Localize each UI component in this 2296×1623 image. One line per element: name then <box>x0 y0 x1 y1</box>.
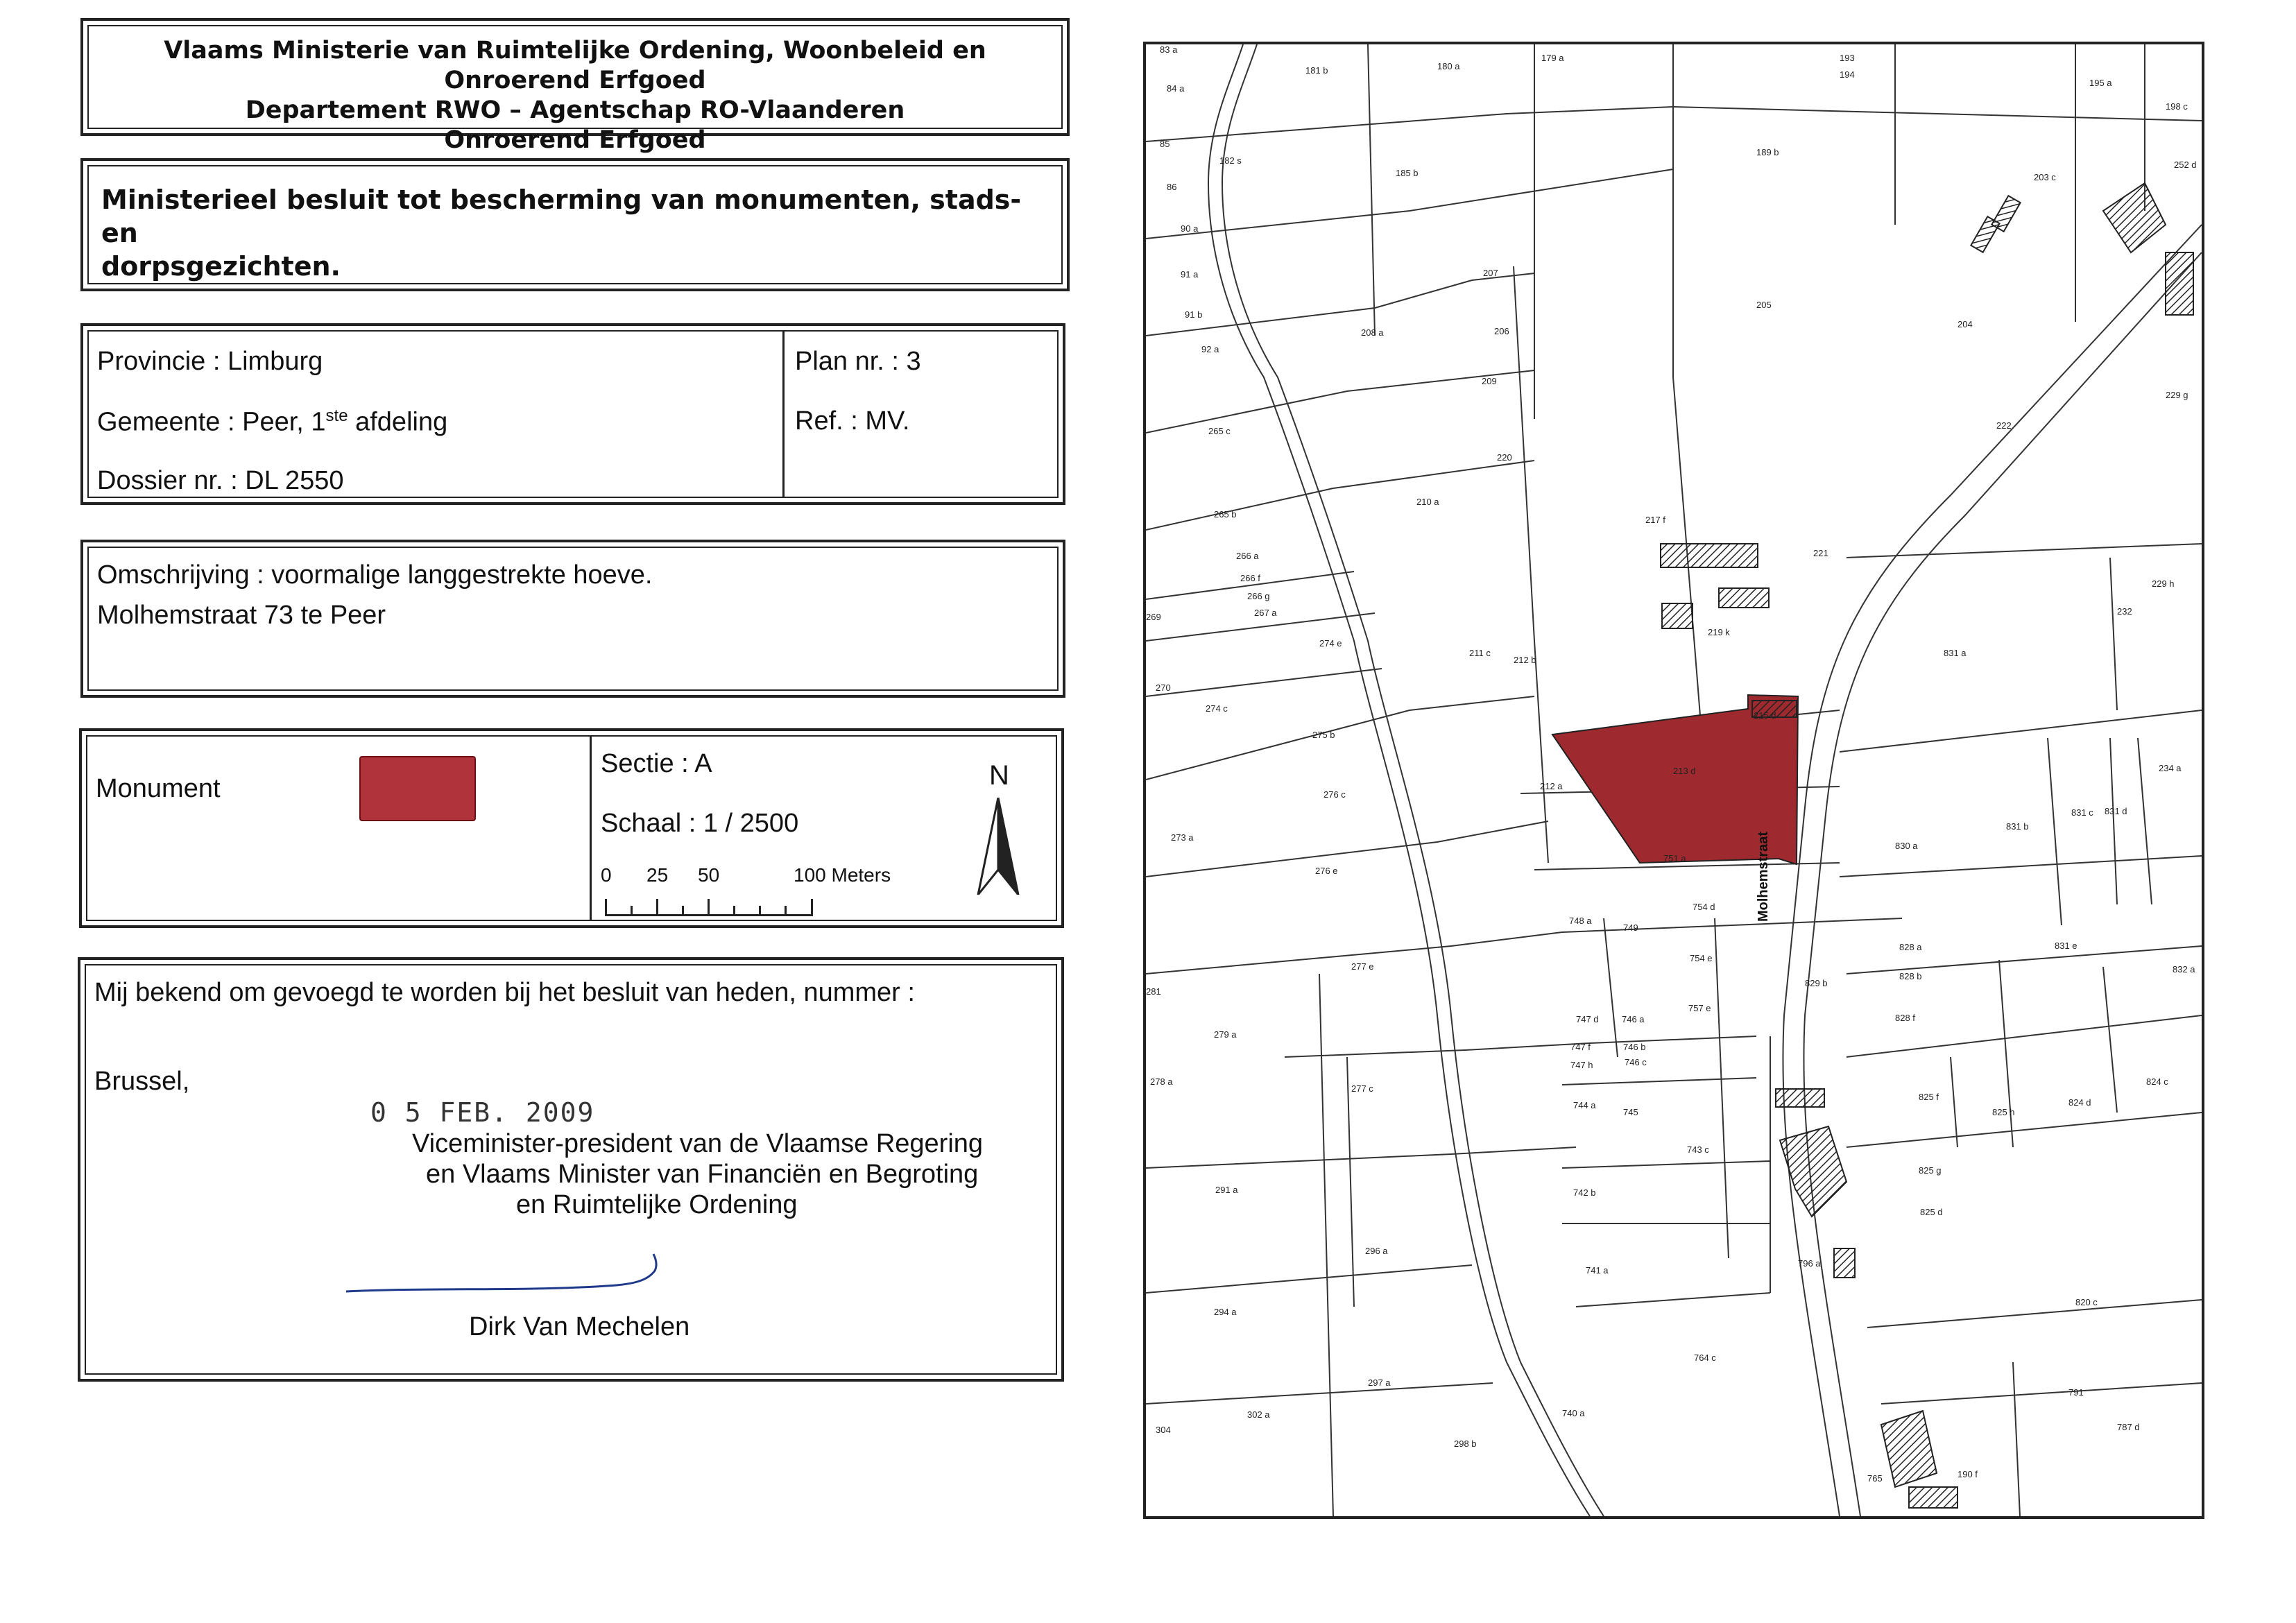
description-box <box>80 540 1065 698</box>
parcel-label: 83 a <box>1160 44 1178 55</box>
description-line-2: Molhemstraat 73 te Peer <box>97 601 386 630</box>
header-line-1: Vlaams Ministerie van Ruimtelijke Ordening, Woonbeleid en Onroerend Erfgoed <box>164 37 986 94</box>
parcel-label: 217 f <box>1645 515 1665 525</box>
parcel-label: 828 f <box>1895 1013 1915 1023</box>
scale-bar <box>605 898 813 916</box>
parcel-label: 213 d <box>1673 766 1696 776</box>
parcel-label: 820 c <box>2075 1297 2098 1307</box>
scale-label-0: 0 <box>601 864 612 886</box>
scale-label-50: 50 <box>698 864 720 886</box>
signature-intro: Mij bekend om gevoegd te worden bij het besluit van heden, nummer : <box>94 978 915 1007</box>
north-label: N <box>989 760 1009 791</box>
parcel-label: 831 a <box>1944 648 1967 658</box>
parcel-label: 764 c <box>1694 1352 1716 1363</box>
parcel-label: 754 d <box>1693 902 1715 912</box>
monument-swatch <box>359 756 476 821</box>
signature-city: Brussel, <box>94 1067 190 1096</box>
cadastral-map <box>1143 42 2204 1519</box>
parcel-label: 829 b <box>1805 978 1828 988</box>
header-line-3: Onroerend Erfgoed <box>444 126 706 154</box>
parcel-label: 281 <box>1146 986 1161 997</box>
parcel-label: 204 <box>1957 319 1973 329</box>
parcel-label: 791 <box>2068 1387 2084 1398</box>
header-line-2: Departement RWO – Agentschap RO-Vlaanderen <box>245 96 905 124</box>
scale-label-100: 100 Meters <box>794 864 891 886</box>
parcel-label: 787 d <box>2117 1422 2140 1432</box>
parcel-label: 742 b <box>1573 1187 1596 1198</box>
parcel-label: 828 a <box>1899 942 1922 952</box>
parcel-label: 745 <box>1623 1107 1638 1117</box>
scale-label-25: 25 <box>646 864 669 886</box>
parcel-label: 275 b <box>1312 730 1335 740</box>
north-arrow-icon <box>977 798 1020 895</box>
ref-field: Ref. : MV. <box>795 406 910 436</box>
parcel-label: 190 f <box>1957 1469 1978 1479</box>
parcel-label: 276 c <box>1323 789 1346 800</box>
parcel-label: 747 d <box>1576 1014 1599 1024</box>
dossier-field: Dossier nr. : DL 2550 <box>97 466 344 495</box>
parcel-label: 278 a <box>1150 1076 1173 1087</box>
parcel-label: 274 e <box>1319 638 1342 649</box>
street-label: Molhemstraat <box>1756 831 1771 922</box>
parcel-label: 298 b <box>1454 1439 1477 1449</box>
signer-role-1: Viceminister-president van de Vlaamse Regering <box>412 1129 984 1158</box>
parcel-label: 273 a <box>1171 832 1194 843</box>
gemeente-field <box>97 406 447 438</box>
parcel-label: 291 a <box>1215 1185 1238 1195</box>
parcel-label: 215 d <box>1754 710 1776 721</box>
parcel-label: 185 b <box>1396 168 1419 178</box>
title-box <box>80 158 1070 291</box>
parcel-label: 748 a <box>1569 916 1592 926</box>
provincie-field: Provincie : Limburg <box>97 347 323 376</box>
decree-title-line-1: Ministerieel besluit tot bescherming van monumenten, stads- en <box>101 184 1022 248</box>
parcel-label: 825 g <box>1919 1165 1942 1176</box>
decree-title-line-2: dorpsgezichten. <box>101 251 341 282</box>
parcel-label: 269 <box>1146 612 1161 622</box>
parcel-label: 210 a <box>1416 497 1439 507</box>
parcel-label: 229 g <box>2166 390 2188 400</box>
signer-role-2: en Vlaams Minister van Financiën en Begroting <box>426 1160 979 1189</box>
parcel-label: 741 a <box>1586 1265 1609 1276</box>
map-canvas <box>1146 44 2202 1516</box>
parcel-label: 219 k <box>1708 627 1730 637</box>
parcel-label: 84 a <box>1167 83 1185 94</box>
info-divider <box>782 332 785 497</box>
parcel-label: 222 <box>1996 420 2012 431</box>
header-title <box>89 26 1061 155</box>
parcel-label: 765 <box>1867 1473 1883 1484</box>
info-box <box>80 323 1065 505</box>
signature-box <box>78 957 1064 1382</box>
parcel-label: 265 b <box>1214 509 1237 519</box>
parcel-label: 296 a <box>1365 1246 1388 1256</box>
parcel-label: 832 a <box>2173 964 2195 974</box>
parcel-label: 831 d <box>2105 806 2127 816</box>
parcel-label: 277 c <box>1351 1083 1373 1094</box>
parcel-label: 209 <box>1482 376 1497 386</box>
parcel-label: 831 b <box>2006 821 2029 832</box>
parcel-label: 181 b <box>1305 65 1328 76</box>
gemeente-prefix: Gemeente : Peer, 1 <box>97 407 326 437</box>
parcel-label: 830 a <box>1895 841 1918 851</box>
signer-name: Dirk Van Mechelen <box>469 1312 690 1341</box>
parcel-label: 304 <box>1156 1425 1171 1435</box>
parcel-label: 86 <box>1167 182 1177 192</box>
legend-box <box>79 728 1064 928</box>
handwritten-signature <box>343 1250 731 1305</box>
schaal-field: Schaal : 1 / 2500 <box>601 809 799 838</box>
parcel-label: 180 a <box>1437 61 1460 71</box>
parcel-label: 91 a <box>1181 269 1199 280</box>
parcel-label: 754 e <box>1690 953 1713 963</box>
parcel-label: 194 <box>1840 69 1855 80</box>
parcel-label: 824 c <box>2146 1076 2168 1087</box>
parcel-label: 212 a <box>1540 781 1563 791</box>
decree-title <box>89 166 1061 300</box>
parcel-label: 747 f <box>1570 1042 1591 1052</box>
parcel-label: 205 <box>1756 300 1772 310</box>
parcel-label: 193 <box>1840 53 1855 63</box>
sectie-field: Sectie : A <box>601 749 712 778</box>
parcel-label: 270 <box>1156 682 1171 693</box>
parcel-label: 198 c <box>2166 101 2188 112</box>
description-line-1: Omschrijving : voormalige langgestrekte hoeve. <box>97 560 653 590</box>
parcel-label: 85 <box>1160 139 1170 149</box>
parcel-label: 751 a <box>1663 853 1686 864</box>
parcel-label: 92 a <box>1201 344 1219 354</box>
parcel-label: 824 d <box>2068 1097 2091 1108</box>
date-stamp: 0 5 FEB. 2009 <box>370 1097 595 1128</box>
parcel-label: 746 a <box>1622 1014 1645 1024</box>
parcel-label: 212 b <box>1514 655 1536 665</box>
parcel-label: 265 c <box>1208 426 1231 436</box>
parcel-label: 302 a <box>1247 1409 1270 1420</box>
parcel-label: 831 c <box>2071 807 2093 818</box>
parcel-label: 179 a <box>1541 53 1564 63</box>
parcel-label: 274 c <box>1206 703 1228 714</box>
signer-role-3: en Ruimtelijke Ordening <box>516 1190 798 1219</box>
parcel-label: 825 h <box>1992 1107 2015 1117</box>
parcel-label: 740 a <box>1562 1408 1585 1418</box>
parcel-label: 746 c <box>1625 1057 1647 1067</box>
gemeente-suffix: afdeling <box>348 407 448 437</box>
parcel-label: 208 a <box>1361 327 1384 338</box>
parcel-label: 195 a <box>2089 78 2112 88</box>
parcel-label: 747 h <box>1570 1060 1593 1070</box>
parcel-label: 743 c <box>1687 1144 1709 1155</box>
parcel-label: 757 e <box>1688 1003 1711 1013</box>
parcel-label: 266 g <box>1247 591 1270 601</box>
parcel-label: 206 <box>1494 326 1509 336</box>
parcel-label: 744 a <box>1573 1100 1596 1110</box>
header-box <box>80 18 1070 154</box>
plan-field: Plan nr. : 3 <box>795 347 921 376</box>
parcel-label: 91 b <box>1185 309 1203 320</box>
parcel-label: 277 e <box>1351 961 1374 972</box>
parcel-label: 266 a <box>1236 551 1259 561</box>
parcel-label: 203 c <box>2034 172 2056 182</box>
parcel-label: 276 e <box>1315 866 1338 876</box>
parcel-label: 232 <box>2117 606 2132 617</box>
parcel-label: 234 a <box>2159 763 2182 773</box>
parcel-label: 220 <box>1497 452 1512 463</box>
parcel-label: 279 a <box>1214 1029 1237 1040</box>
parcel-label: 182 s <box>1219 155 1242 166</box>
parcel-label: 796 a <box>1798 1258 1821 1269</box>
parcel-label: 297 a <box>1368 1377 1391 1388</box>
parcel-label: 267 a <box>1254 608 1277 618</box>
parcel-label: 229 h <box>2152 578 2175 589</box>
parcel-label: 211 c <box>1469 648 1491 658</box>
legend-divider <box>590 737 592 920</box>
parcel-label: 294 a <box>1214 1307 1237 1317</box>
parcel-label: 828 b <box>1899 971 1922 981</box>
parcel-label: 221 <box>1813 548 1828 558</box>
parcel-label: 825 f <box>1919 1092 1939 1102</box>
parcel-label: 749 <box>1623 922 1638 933</box>
monument-label: Monument <box>96 774 221 803</box>
parcel-label: 825 d <box>1920 1207 1943 1217</box>
parcel-label: 831 e <box>2055 941 2077 951</box>
parcel-label: 90 a <box>1181 223 1199 234</box>
parcel-label: 252 d <box>2174 160 2197 170</box>
gemeente-sup: ste <box>325 406 348 425</box>
parcel-label: 266 f <box>1240 573 1260 583</box>
parcel-label: 189 b <box>1756 147 1779 157</box>
parcel-label: 207 <box>1483 268 1498 278</box>
parcel-label: 746 b <box>1623 1042 1646 1052</box>
